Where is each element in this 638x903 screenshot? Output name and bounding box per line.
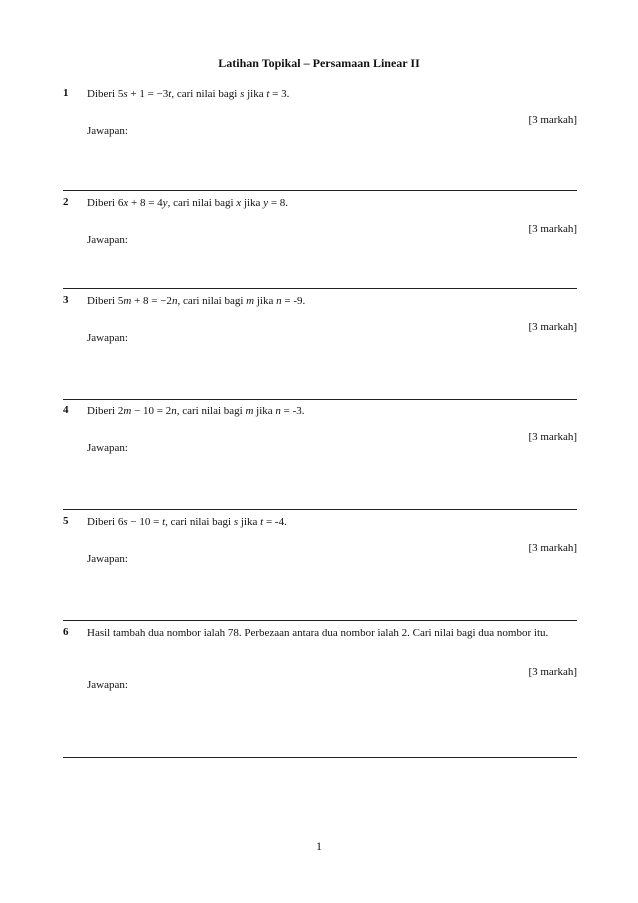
answer-label: Jawapan:: [87, 332, 128, 344]
answer-label: Jawapan:: [87, 553, 128, 565]
answer-label: Jawapan:: [87, 125, 128, 137]
question-text: Diberi 2m − 10 = 2n, cari nilai bagi m jika n = -3.: [87, 405, 305, 417]
question-number: 2: [63, 196, 69, 208]
question-number: 4: [63, 404, 69, 416]
question-text: Diberi 5m + 8 = −2n, cari nilai bagi m jika n = -9.: [87, 295, 306, 307]
question-number: 3: [63, 294, 69, 306]
page-title: Latihan Topikal – Persamaan Linear II: [218, 56, 420, 70]
divider: [63, 399, 577, 400]
question-number: 1: [63, 87, 69, 99]
question-text: Hasil tambah dua nombor ialah 78. Perbezaan antara dua nombor ialah 2. Cari nilai bagi dua nombor itu.: [87, 627, 549, 639]
page-number: 1: [316, 839, 322, 853]
answer-label: Jawapan:: [87, 442, 128, 454]
answer-label: Jawapan:: [87, 679, 128, 691]
question-number: 5: [63, 515, 69, 527]
question-text: Diberi 6x + 8 = 4y, cari nilai bagi x jika y = 8.: [87, 197, 289, 209]
question-number: 6: [63, 626, 69, 638]
marks-label: [3 markah]: [528, 431, 577, 443]
answer-label: Jawapan:: [87, 234, 128, 246]
divider: [63, 288, 577, 289]
divider: [63, 509, 577, 510]
marks-label: [3 markah]: [528, 542, 577, 554]
divider: [63, 190, 577, 191]
marks-label: [3 markah]: [528, 223, 577, 235]
divider: [63, 757, 577, 758]
question-text: Diberi 6s − 10 = t, cari nilai bagi s jika t = -4.: [87, 516, 287, 528]
marks-label: [3 markah]: [528, 666, 577, 678]
marks-label: [3 markah]: [528, 114, 577, 126]
question-text: Diberi 5s + 1 = −3t, cari nilai bagi s jika t = 3.: [87, 88, 290, 100]
divider: [63, 620, 577, 621]
marks-label: [3 markah]: [528, 321, 577, 333]
